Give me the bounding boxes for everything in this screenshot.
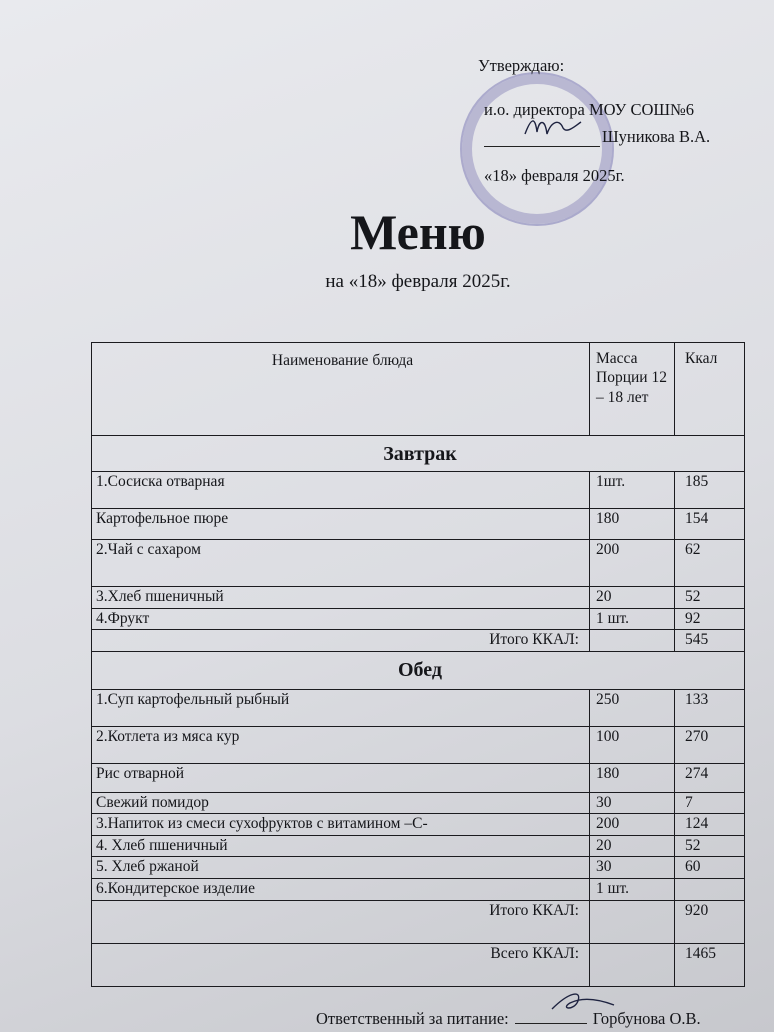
dish-name: 3.Напиток из смеси сухофруктов с витамином –С-: [92, 814, 590, 836]
dish-name: Свежий помидор: [92, 793, 590, 814]
dish-name: 1.Суп картофельный рыбный: [92, 690, 590, 727]
dish-kcal: 274: [675, 764, 745, 793]
dish-kcal: 185: [675, 472, 745, 509]
dish-mass: 30: [590, 857, 675, 879]
page-subtitle: на «18» февраля 2025г.: [325, 271, 511, 292]
section-row: [92, 436, 745, 472]
dish-mass: 250: [590, 690, 675, 727]
dish-kcal: 62: [675, 540, 745, 587]
table-row: [92, 609, 745, 630]
dish-kcal: 92: [675, 609, 745, 630]
dish-name: 6.Кондитерское изделие: [92, 879, 590, 901]
table-row: [92, 879, 745, 901]
dish-kcal: 270: [675, 727, 745, 764]
dish-mass: 180: [590, 509, 675, 540]
dish-mass: 100: [590, 727, 675, 764]
table-header-row: [92, 343, 745, 436]
approval-heading: Утверждаю:: [478, 56, 565, 75]
table-row: [92, 793, 745, 814]
footer-signature-blank: [515, 1011, 587, 1024]
dish-mass: 200: [590, 540, 675, 587]
header-kcal: Ккал: [675, 343, 745, 436]
dish-mass: 1 шт.: [590, 609, 675, 630]
approval-position: и.о. директора МОУ СОШ№6: [484, 100, 695, 119]
dish-mass: 1шт.: [590, 472, 675, 509]
breakfast-total-row: [92, 630, 745, 652]
table-row: [92, 472, 745, 509]
dish-name: Картофельное пюре: [92, 509, 590, 540]
lunch-total-kcal: 920: [675, 901, 745, 944]
table-row: [92, 690, 745, 727]
lunch-total-row: [92, 901, 745, 944]
dish-mass: 1 шт.: [590, 879, 675, 901]
dish-name: 5. Хлеб ржаной: [92, 857, 590, 879]
dish-kcal: 154: [675, 509, 745, 540]
dish-mass: 20: [590, 587, 675, 609]
table-row: [92, 727, 745, 764]
dish-kcal: 52: [675, 587, 745, 609]
dish-mass: 200: [590, 814, 675, 836]
dish-name: 4. Хлеб пшеничный: [92, 836, 590, 857]
table-row: [92, 509, 745, 540]
grand-total-label: Всего ККАЛ:: [92, 944, 590, 987]
dish-kcal: 52: [675, 836, 745, 857]
footer-name: Горбунова О.В.: [592, 1009, 701, 1028]
section-row: [92, 652, 745, 690]
breakfast-total-label: Итого ККАЛ:: [92, 630, 590, 652]
dish-name: 2.Чай с сахаром: [92, 540, 590, 587]
breakfast-total-kcal: 545: [675, 630, 745, 652]
lunch-total-label: Итого ККАЛ:: [92, 901, 590, 944]
grand-total-kcal: 1465: [675, 944, 745, 987]
menu-table: [91, 342, 745, 987]
dish-mass: 20: [590, 836, 675, 857]
dish-mass: 30: [590, 793, 675, 814]
table-row: [92, 764, 745, 793]
footer: [316, 1009, 701, 1029]
dish-mass: 180: [590, 764, 675, 793]
section-lunch-title: Обед: [92, 652, 745, 690]
table-row: [92, 857, 745, 879]
page-title: Меню: [350, 204, 486, 260]
grand-total-row: [92, 944, 745, 987]
table-row: [92, 814, 745, 836]
section-breakfast-title: Завтрак: [92, 436, 745, 472]
grand-total-mass: [590, 944, 675, 987]
footer-label: Ответственный за питание:: [316, 1009, 509, 1028]
dish-name: 4.Фрукт: [92, 609, 590, 630]
dish-name: 3.Хлеб пшеничный: [92, 587, 590, 609]
approval-director-name: Шуникова В.А.: [602, 127, 711, 146]
dish-name: 2.Котлета из мяса кур: [92, 727, 590, 764]
dish-kcal: [675, 879, 745, 901]
dish-kcal: 124: [675, 814, 745, 836]
header-mass: Масса Порции 12 – 18 лет: [590, 343, 675, 436]
header-name: Наименование блюда: [92, 343, 590, 436]
dish-name: 1.Сосиска отварная: [92, 472, 590, 509]
signature-line: [484, 146, 600, 147]
dish-kcal: 60: [675, 857, 745, 879]
dish-name: Рис отварной: [92, 764, 590, 793]
dish-kcal: 133: [675, 690, 745, 727]
lunch-total-mass: [590, 901, 675, 944]
table-row: [92, 836, 745, 857]
breakfast-total-mass: [590, 630, 675, 652]
table-row: [92, 540, 745, 587]
approval-date: «18» февраля 2025г.: [484, 166, 625, 185]
dish-kcal: 7: [675, 793, 745, 814]
table-row: [92, 587, 745, 609]
